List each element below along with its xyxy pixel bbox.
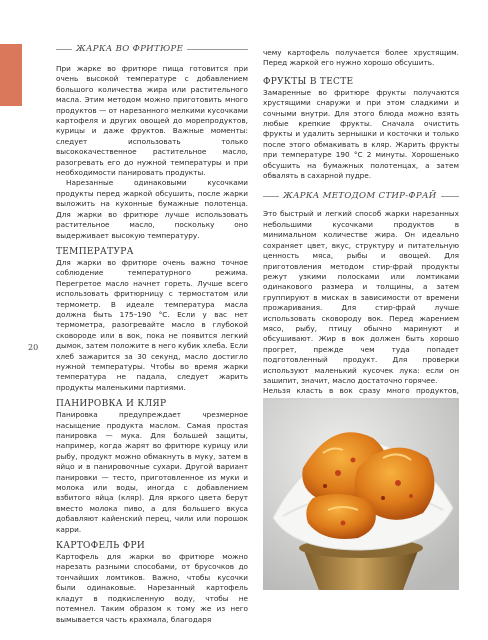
deep-fry-banner [56, 44, 248, 54]
fries-text: Картофель для жарки во фритюре можно нарезать разными способами, от брусочков до тончайших ломтиков. Важно, чтобы кусочки были одинаковые. Нарезанный картофель кладут в подкисленную воду, чтобы не потемнел. Таким образом к тому же из него вымывается часть крахмала, благодаря [56, 552, 248, 624]
deep-fry-title: ЖАРКА ВО ФРИТЮРЕ [76, 44, 184, 54]
stir-fry-text-2: Нельзя класть в вок сразу много продуктов, [263, 386, 459, 396]
stir-fry-title: ЖАРКА МЕТОДОМ СТИР-ФРАЙ [283, 191, 437, 202]
right-column [263, 48, 459, 428]
stir-fry-text: Это быстрый и легкий способ жарки нарезанных небольшими кусочками продуктов в минимальном количестве жира. Он идеально сохраняет цвет, вкус, структуру и питательную ценность мяса, рыбы и овощей. Для приготовления методом стир-фрай продукты режут узкими полосками или ломтиками одинакового размера и толщины, а затем группируют в мисках в зависимости от времени прожаривания. Для стир-фрай лучше использовать сковороду вок. Перед жарением мясо, рыбу, птицу обычно маринуют и обсушивают. Жир в вок должен быть хорошо прогрет, прежде чем туда попадет подготовленный продукт. Для проверки используют маленький кусочек лука: если он зашипит, значит, масло достаточно горячее. [263, 209, 459, 385]
stir-fry-banner [263, 191, 459, 201]
breading-text: Панировка предупреждает чрезмерное насыщение продукта маслом. Самая простая панировка — мука. Для большей защиты, например, когда жарят во фритюре курицу или рыбу, продукт можно обмакнуть в муку, затем в яйцо и в панировочные сухари. Другой вариант панировки — тесто, приготовленное из муки и молока или воды, иногда с добавлением взбитого яйца (кляр). Для яркого цвета берут вместо молока пиво, а для большего вкуса добавляют кайенский перец, чили или порошок карри. [56, 410, 248, 534]
chapter-tab [0, 44, 22, 106]
fries-continuation: чему картофель получается более хрустящим. Перед жаркой его нужно хорошо обсушить. [263, 48, 459, 68]
left-column [56, 44, 248, 625]
deep-fry-paragraph-1: При жарке во фритюре пища готовится при очень высокой температуре с добавлением большого количества жира или растительного масла. Этим методом можно приготовить много продуктов — от нарезанного мелкими кусочками картофеля и других овощей до морепродуктов, курицы и даже фруктов. Важные моменты: следует использовать только высококачественное растительное масло, разогревать его до нужной температуры и при необходимости панировать продукты. [56, 64, 248, 178]
temperature-title: ТЕМПЕРАТУРА [56, 246, 134, 257]
fruit-batter-text: Замаренные во фритюре фрукты получаются хрустящими снаружи и при этом сладкими и сочными внутри. Для этого блюда можно взять любые крепкие фрукты. Сначала очистить фрукты и удалить зернышки и косточки и только после этого обмакивать в кляр. Жарить фрукты при температуре 190 °C 2 минуты. Хорошенько обсушить на бумажных полотенцах, а затем обвалять в сахарной пудре. [263, 87, 459, 181]
temperature-text: Для жарки во фритюре очень важно точное соблюдение температурного режима. Перегретое масло начнет гореть. Лучше всего использовать фритюрницу с термостатом или термометр. В идеале температура масла должна быть 175–190 °C. Если у вас нет термометра, разогревайте масло в глубокой сковороде или в вок, пока не появится легкий дымок, затем положите в него кубик хлеба. Если хлеб зажарится за 30 секунд, масло достигло нужной температуры. Чтобы во время жарки температура не падала, следует жарить продукты маленькими партиями. [56, 257, 248, 392]
fries-title: КАРТОФЕЛЬ ФРИ [56, 541, 145, 552]
fried-food-photo [263, 398, 459, 590]
fruit-batter-title: ФРУКТЫ В ТЕСТЕ [263, 76, 354, 87]
banner-rule [263, 196, 279, 197]
banner-rule [441, 196, 459, 197]
breading-title: ПАНИРОВКА И КЛЯР [56, 399, 167, 410]
deep-fry-paragraph-2: Нарезанные одинаковыми кусочками продукты перед жаркой обсушить, после жарки выложить на кухонные бумажные полотенца. Для жарки во фритюре лучше использовать растительное масло, поскольку оно выдерживает высокую температуру. [56, 178, 248, 240]
fried-food-illustration [263, 398, 459, 590]
banner-rule [187, 49, 248, 50]
banner-rule [56, 49, 72, 50]
page-number: 20 [28, 343, 39, 352]
